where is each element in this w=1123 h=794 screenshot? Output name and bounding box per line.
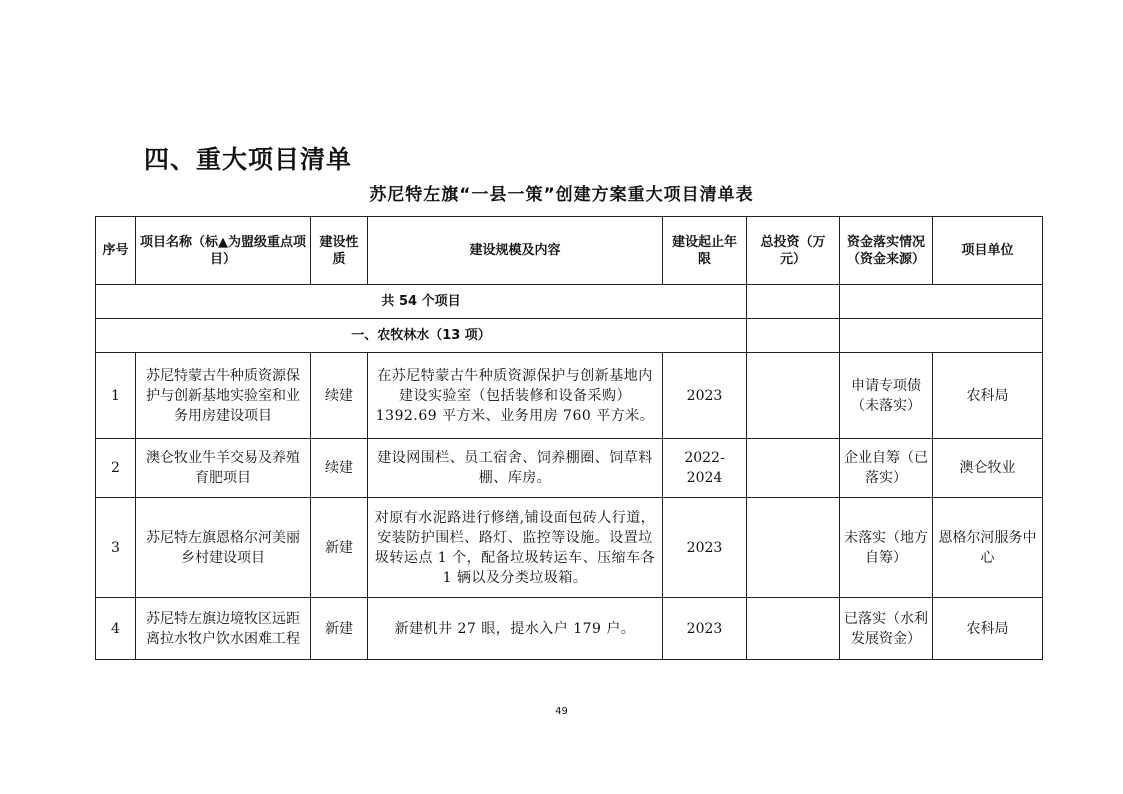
row-funding: 已落实（水利发展资金） bbox=[840, 598, 933, 660]
category-funding bbox=[840, 319, 1043, 353]
header-row bbox=[96, 217, 1043, 285]
header-seq: 序号 bbox=[96, 217, 136, 285]
row-content: 对原有水泥路进行修缮,铺设面包砖人行道，安装防护围栏、路灯、监控等设施。设置垃圾转运点 1 个，配备垃圾转运车、压缩车各 1 辆以及分类垃圾箱。 bbox=[368, 498, 663, 598]
row-unit: 农科局 bbox=[933, 353, 1043, 439]
project-table bbox=[95, 216, 1043, 660]
header-period: 建设起止年限 bbox=[663, 217, 747, 285]
row-funding: 企业自筹（已落实） bbox=[840, 439, 933, 498]
row-seq: 3 bbox=[96, 498, 136, 598]
page-number: 49 bbox=[555, 706, 568, 717]
table-title: 苏尼特左旗“一县一策”创建方案重大项目清单表 bbox=[369, 185, 754, 205]
row-nature: 新建 bbox=[311, 598, 368, 660]
row-period: 2023 bbox=[663, 498, 747, 598]
header-unit: 项目单位 bbox=[933, 217, 1043, 285]
row-content: 在苏尼特蒙古牛种质资源保护与创新基地内建设实验室（包括装修和设备采购）1392.69 平方米、业务用房 760 平方米。 bbox=[368, 353, 663, 439]
header-content: 建设规模及内容 bbox=[368, 217, 663, 285]
table-row bbox=[96, 353, 1043, 439]
category-label: 一、农牧林水（13 项） bbox=[96, 319, 747, 353]
header-funding: 资金落实情况（资金来源） bbox=[840, 217, 933, 285]
row-unit: 恩格尔河服务中心 bbox=[933, 498, 1043, 598]
row-investment bbox=[747, 353, 840, 439]
row-period: 2022-2024 bbox=[663, 439, 747, 498]
row-period: 2023 bbox=[663, 353, 747, 439]
total-funding bbox=[840, 285, 1043, 319]
header-name: 项目名称（标▲为盟级重点项目） bbox=[136, 217, 311, 285]
category-investment bbox=[747, 319, 840, 353]
row-seq: 4 bbox=[96, 598, 136, 660]
row-funding: 未落实（地方自筹） bbox=[840, 498, 933, 598]
table-row bbox=[96, 498, 1043, 598]
row-seq: 1 bbox=[96, 353, 136, 439]
total-investment bbox=[747, 285, 840, 319]
section-heading: 四、重大项目清单 bbox=[144, 145, 353, 174]
row-content: 新建机井 27 眼，提水入户 179 户。 bbox=[368, 598, 663, 660]
row-investment bbox=[747, 598, 840, 660]
table-row bbox=[96, 598, 1043, 660]
total-row bbox=[96, 285, 1043, 319]
row-investment bbox=[747, 439, 840, 498]
header-investment: 总投资（万元） bbox=[747, 217, 840, 285]
row-investment bbox=[747, 498, 840, 598]
total-label: 共 54 个项目 bbox=[96, 285, 747, 319]
row-unit: 澳仑牧业 bbox=[933, 439, 1043, 498]
row-nature: 新建 bbox=[311, 498, 368, 598]
row-name: 苏尼特左旗边境牧区远距离拉水牧户饮水困难工程 bbox=[136, 598, 311, 660]
row-unit: 农科局 bbox=[933, 598, 1043, 660]
header-nature: 建设性质 bbox=[311, 217, 368, 285]
row-nature: 续建 bbox=[311, 439, 368, 498]
row-name: 苏尼特左旗恩格尔河美丽乡村建设项目 bbox=[136, 498, 311, 598]
row-period: 2023 bbox=[663, 598, 747, 660]
row-name: 澳仑牧业牛羊交易及养殖育肥项目 bbox=[136, 439, 311, 498]
row-funding: 申请专项债（未落实） bbox=[840, 353, 933, 439]
category-row bbox=[96, 319, 1043, 353]
row-nature: 续建 bbox=[311, 353, 368, 439]
row-content: 建设网围栏、员工宿舍、饲养棚圈、饲草料棚、库房。 bbox=[368, 439, 663, 498]
row-seq: 2 bbox=[96, 439, 136, 498]
table-row bbox=[96, 439, 1043, 498]
row-name: 苏尼特蒙古牛种质资源保护与创新基地实验室和业务用房建设项目 bbox=[136, 353, 311, 439]
